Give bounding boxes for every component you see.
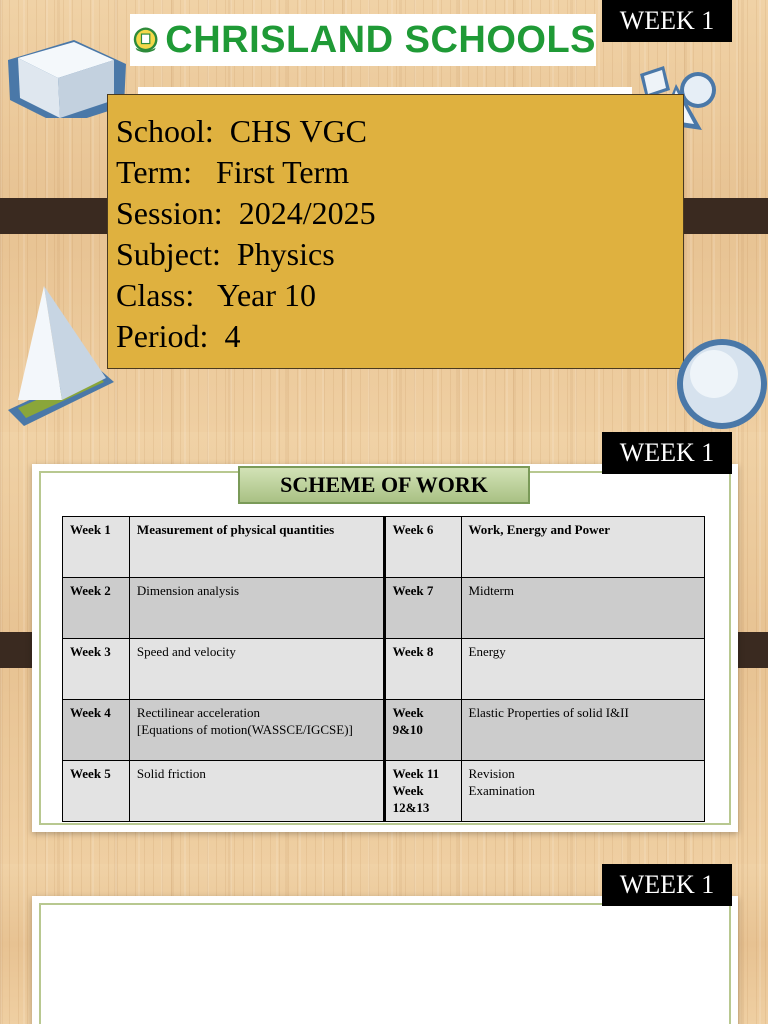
band-right: [684, 198, 768, 234]
week-line: Week: [392, 783, 424, 798]
table-row: [63, 639, 705, 700]
school-emblem-icon: [132, 17, 159, 63]
week-line: Week 11: [392, 766, 440, 781]
scheme-title: SCHEME OF WORK: [238, 466, 530, 504]
scheme-table: [62, 516, 705, 822]
title-slide: [0, 0, 768, 432]
week-cell: Week 3: [63, 639, 130, 700]
week-cell: Week 7: [384, 578, 461, 639]
topic-cell: Speed and velocity: [129, 639, 384, 700]
info-term: Term: First Term: [116, 154, 350, 190]
table-row: [63, 578, 705, 639]
scheme-slide: [0, 432, 768, 864]
week-cell: [384, 700, 461, 761]
week-line: 12&13: [392, 800, 430, 815]
week-badge: WEEK 1: [602, 432, 732, 474]
sphere-icon: [676, 338, 768, 430]
topic-cell: Midterm: [461, 578, 705, 639]
blank-slide: [0, 864, 768, 1024]
info-class: Class: Year 10: [116, 277, 317, 313]
topic-cell: Elastic Properties of solid I&II: [461, 700, 705, 761]
week-line: 9&10: [392, 722, 423, 737]
info-subject: Subject: Physics: [116, 236, 335, 272]
week-cell: [384, 761, 461, 822]
topic-cell: Dimension analysis: [129, 578, 384, 639]
content-panel: [32, 896, 738, 1024]
topic-cell: Work, Energy and Power: [461, 517, 705, 578]
week-cell: Week 2: [63, 578, 130, 639]
table-row: [63, 700, 705, 761]
week-badge: WEEK 1: [602, 864, 732, 906]
table-row: [63, 517, 705, 578]
topic-line: [Equations of motion(WASSCE/IGCSE)]: [136, 722, 353, 737]
topic-line: Rectilinear acceleration: [136, 705, 260, 720]
logo-text: CHRISLAND SCHOOLS: [165, 18, 596, 61]
topic-cell: Solid friction: [129, 761, 384, 822]
week-cell: Week 4: [63, 700, 130, 761]
week-cell: Week 5: [63, 761, 130, 822]
info-session: Session: 2024/2025: [116, 195, 376, 231]
topic-cell: Measurement of physical quantities: [129, 517, 384, 578]
info-period: Period: 4: [116, 318, 241, 354]
topic-line: Revision: [468, 766, 515, 781]
week-line: Week: [392, 705, 424, 720]
info-school: School: CHS VGC: [116, 113, 368, 149]
week-cell: Week 6: [384, 517, 461, 578]
course-info-box: [107, 94, 684, 369]
topic-cell: [461, 761, 705, 822]
topic-line: Examination: [468, 783, 535, 798]
topic-cell: Energy: [461, 639, 705, 700]
week-cell: Week 8: [384, 639, 461, 700]
week-cell: Week 1: [63, 517, 130, 578]
pyramid-icon: [6, 282, 118, 430]
table-row: [63, 761, 705, 822]
week-badge: WEEK 1: [602, 0, 732, 42]
school-logo: [130, 14, 596, 66]
topic-cell: [129, 700, 384, 761]
